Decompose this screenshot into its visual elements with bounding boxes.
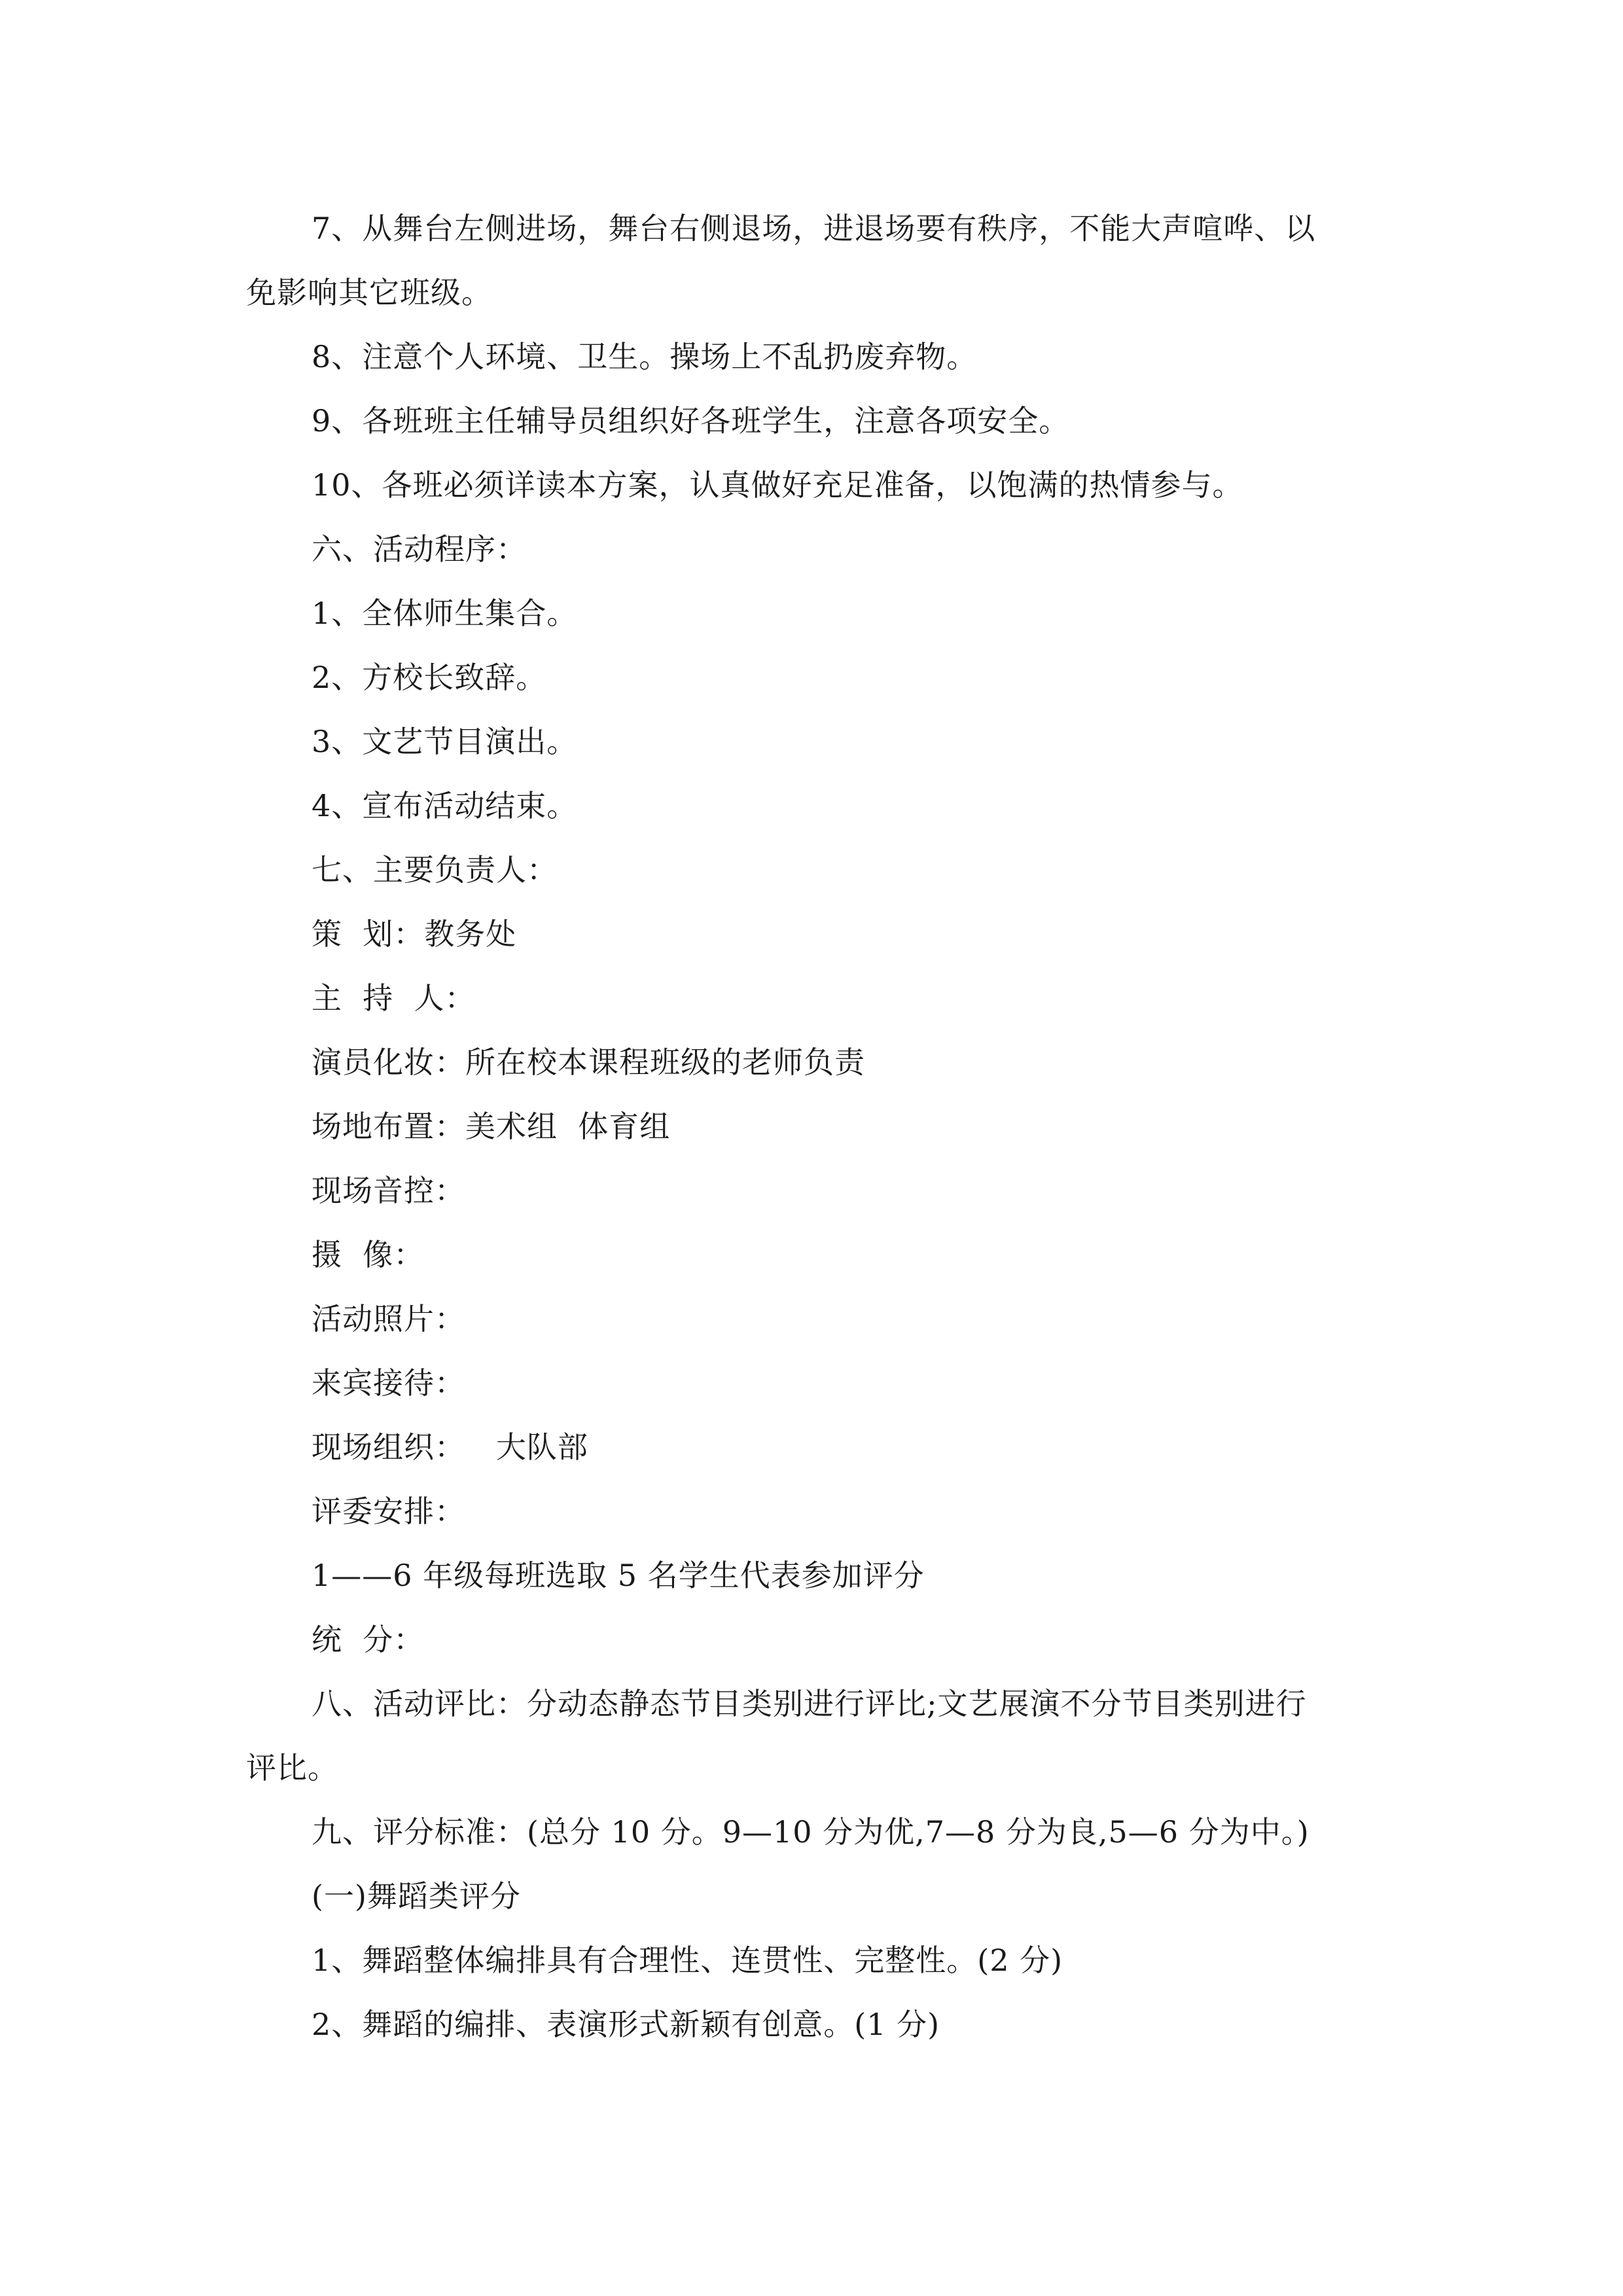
text-line: 策 划：教务处 <box>312 916 517 952</box>
text-line: 七、主要负责人： <box>312 852 558 888</box>
text-line: 2、方校长致辞。 <box>312 660 547 695</box>
text-line: 免影响其它班级。 <box>246 275 492 310</box>
text-line: 统 分： <box>312 1622 425 1657</box>
text-line: 4、宣布活动结束。 <box>312 788 578 823</box>
text-line: 8、注意个人环境、卫生。操场上不乱扔废弃物。 <box>312 339 978 374</box>
text-line: (一)舞蹈类评分 <box>312 1878 521 1914</box>
text-line: 现场音控： <box>312 1173 465 1208</box>
document-body <box>246 196 1377 2056</box>
text-line: 3、文艺节目演出。 <box>312 724 578 759</box>
text-line: 2、舞蹈的编排、表演形式新颖有创意。(1 分) <box>312 2007 940 2042</box>
text-line: 10、各班必须详读本方案，认真做好充足准备，以饱满的热情参与。 <box>312 467 1243 503</box>
text-line: 六、活动程序： <box>312 531 527 567</box>
text-line: 9、各班班主任辅导员组织好各班学生，注意各项安全。 <box>312 403 1070 439</box>
text-line: 摄 像： <box>312 1237 425 1272</box>
text-line: 评比。 <box>246 1750 338 1785</box>
text-line: 活动照片： <box>312 1301 465 1336</box>
text-line: 演员化妆：所在校本课程班级的老师负责 <box>312 1045 865 1080</box>
text-line: 1、全体师生集合。 <box>312 596 578 631</box>
text-line: 主 持 人： <box>312 980 476 1016</box>
text-line: 来宾接待： <box>312 1365 465 1401</box>
text-line: 7、从舞台左侧进场，舞台右侧退场，进退场要有秩序，不能大声喧哗、以 <box>312 211 1316 246</box>
text-line: 现场组织： 大队部 <box>312 1429 588 1465</box>
text-line: 评委安排： <box>312 1494 465 1529</box>
text-line: 九、评分标准：(总分 10 分。9—10 分为优,7—8 分为良,5—6 分为中。) <box>312 1814 1310 1850</box>
text-line: 八、活动评比：分动态静态节目类别进行评比;文艺展演不分节目类别进行 <box>312 1686 1307 1721</box>
text-line: 1、舞蹈整体编排具有合理性、连贯性、完整性。(2 分) <box>312 1943 1063 1978</box>
text-line: 场地布置：美术组 体育组 <box>312 1109 671 1144</box>
text-line: 1——6 年级每班选取 5 名学生代表参加评分 <box>312 1558 925 1593</box>
